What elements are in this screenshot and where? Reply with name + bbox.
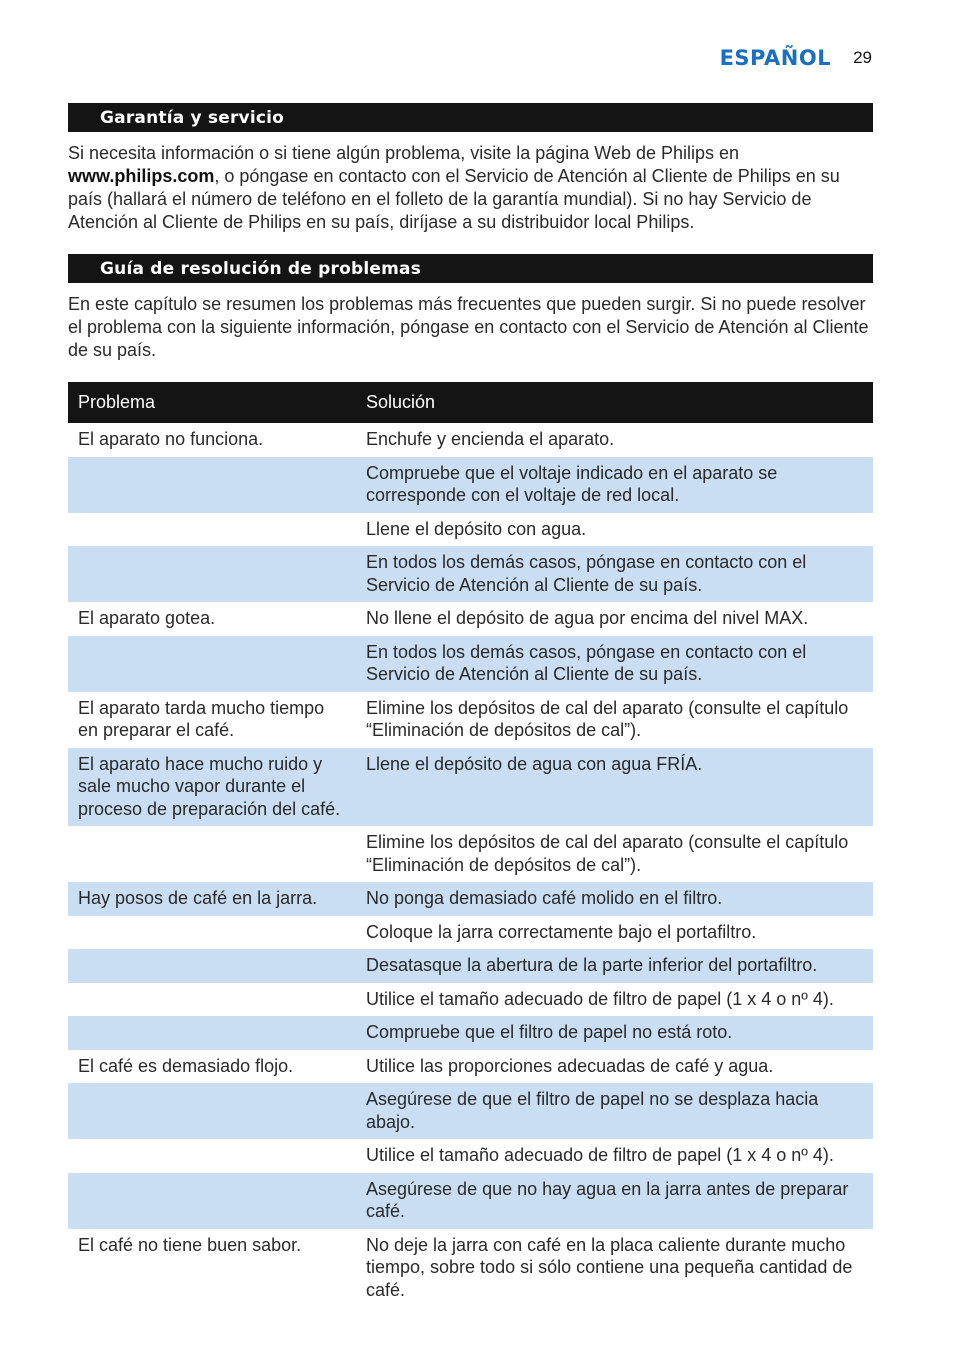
table-row	[68, 916, 873, 950]
table-row	[68, 949, 873, 983]
solution-cell: Enchufe y encienda el aparato.	[366, 429, 615, 449]
table-row	[68, 546, 873, 602]
solution-cell: No llene el depósito de agua por encima del nivel MAX.	[366, 608, 809, 628]
problem-cell	[68, 457, 356, 513]
solution-cell: Compruebe que el filtro de papel no está roto.	[356, 1016, 873, 1050]
problem-cell	[68, 1083, 356, 1139]
table-row	[68, 1229, 873, 1308]
problem-cell: El café no tiene buen sabor.	[78, 1234, 302, 1255]
problem-cell	[68, 983, 356, 1017]
page-number: 29	[853, 48, 872, 67]
problem-cell	[68, 916, 356, 950]
table-row	[68, 1139, 873, 1173]
problem-cell	[68, 546, 356, 602]
table-row	[68, 513, 873, 547]
table-header-row	[68, 382, 873, 423]
solution-cell: En todos los demás casos, póngase en contacto con el Servicio de Atención al Cliente de su país.	[356, 546, 873, 602]
problem-cell	[68, 1016, 356, 1050]
warranty-text-before: Si necesita información o si tiene algún problema, visite la página Web de Philips en	[68, 143, 740, 163]
column-header-problem: Problema	[68, 382, 356, 423]
solution-cell: Asegúrese de que el filtro de papel no se desplaza hacia abajo.	[356, 1083, 873, 1139]
solution-cell: Utilice las proporciones adecuadas de café y agua.	[366, 1055, 774, 1076]
table-row	[68, 826, 873, 882]
problem-cell	[68, 1173, 356, 1229]
table-row	[68, 983, 873, 1017]
table-row	[68, 636, 873, 692]
problem-cell	[68, 513, 356, 547]
solution-cell: No ponga demasiado café molido en el filtro.	[356, 882, 873, 916]
troubleshooting-intro: En este capítulo se resumen los problemas más frecuentes que pueden surgir. Si no puede resolver el problema con la siguiente información, póngase en contacto con el Servicio de Atención al Cliente de su país.	[68, 294, 869, 360]
solution-cell: Coloque la jarra correctamente bajo el portafiltro.	[366, 921, 757, 942]
problem-cell	[68, 949, 356, 983]
language-label: ESPAÑOL	[719, 46, 832, 70]
problem-cell: Hay posos de café en la jarra.	[68, 882, 356, 916]
philips-website-link[interactable]: www.philips.com	[68, 166, 215, 186]
table-row	[68, 602, 873, 636]
problem-cell: El café es demasiado flojo.	[78, 1055, 294, 1076]
table-row	[68, 1173, 873, 1229]
solution-cell: Utilice el tamaño adecuado de filtro de papel (1 x 4 o nº 4).	[366, 1145, 834, 1165]
table-row	[68, 457, 873, 513]
section-title-warranty: Garantía y servicio	[68, 103, 873, 132]
warranty-text-after: , o póngase en contacto con el Servicio de Atención al Cliente de Philips en su país (hallará el número de teléfono en el folleto de la garantía mundial). Si no hay Servicio de Atención al Cliente de Philips en su país, diríjase a su distribuidor local Philips.	[68, 166, 840, 232]
solution-cell: En todos los demás casos, póngase en contacto con el Servicio de Atención al Cliente de su país.	[356, 636, 873, 692]
table-row	[68, 748, 873, 827]
page-content	[68, 103, 873, 1307]
table-row	[68, 882, 873, 916]
solution-cell: Elimine los depósitos de cal del aparato (consulte el capítulo “Eliminación de depósitos de cal”).	[366, 697, 849, 740]
table-row	[68, 1083, 873, 1139]
problem-cell: El aparato gotea.	[78, 608, 216, 628]
table-body	[68, 423, 873, 1307]
problem-cell: El aparato hace mucho ruido y sale mucho vapor durante el proceso de preparación del café.	[68, 748, 356, 827]
problem-cell	[68, 826, 356, 882]
table-row	[68, 1050, 873, 1084]
problem-cell	[68, 636, 356, 692]
solution-cell: Llene el depósito de agua con agua FRÍA.	[356, 748, 873, 827]
table-row	[68, 423, 873, 457]
solution-cell: Utilice el tamaño adecuado de filtro de papel (1 x 4 o nº 4).	[366, 988, 834, 1009]
table-row	[68, 1016, 873, 1050]
problem-cell: El aparato tarda mucho tiempo en preparar el café.	[78, 697, 325, 740]
warranty-paragraph	[68, 142, 873, 234]
solution-cell: Asegúrese de que no hay agua en la jarra antes de preparar café.	[356, 1173, 873, 1229]
solution-cell: Llene el depósito con agua.	[366, 518, 587, 539]
problem-cell: El aparato no funciona.	[78, 429, 264, 449]
solution-cell: Elimine los depósitos de cal del aparato (consulte el capítulo “Eliminación de depósitos de cal”).	[366, 832, 849, 875]
column-header-solution: Solución	[356, 382, 873, 423]
problem-cell	[68, 1139, 356, 1173]
solution-cell: No deje la jarra con café en la placa caliente durante mucho tiempo, sobre todo si sólo contiene una pequeña cantidad de café.	[366, 1234, 853, 1300]
table-row	[68, 692, 873, 748]
page-header	[0, 46, 872, 70]
troubleshooting-table	[68, 382, 873, 1307]
section-title-troubleshooting: Guía de resolución de problemas	[68, 254, 873, 283]
solution-cell: Desatasque la abertura de la parte inferior del portafiltro.	[356, 949, 873, 983]
solution-cell: Compruebe que el voltaje indicado en el aparato se corresponde con el voltaje de red local.	[356, 457, 873, 513]
